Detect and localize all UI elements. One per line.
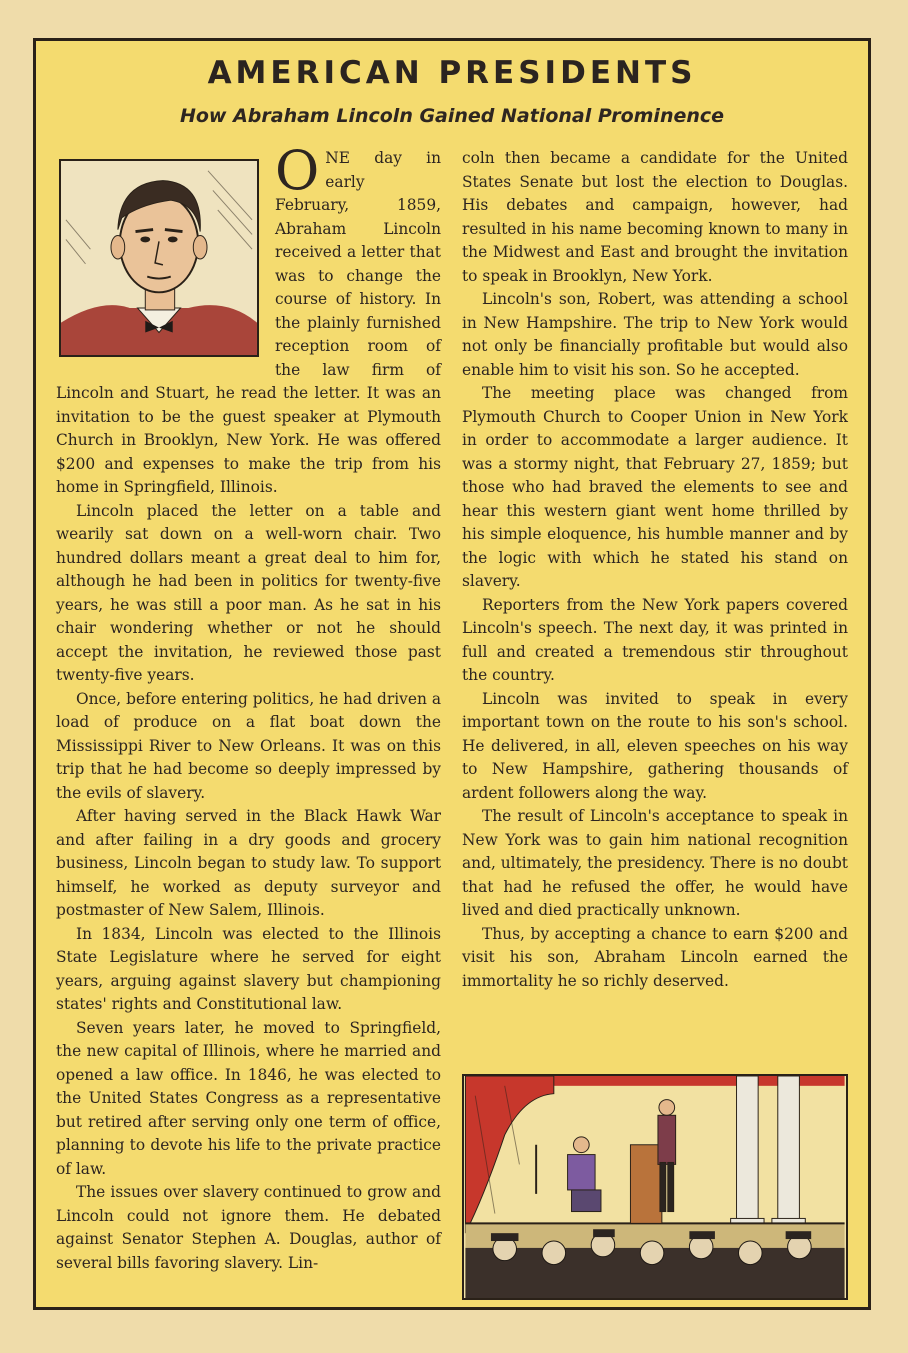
article-paragraph: After having served in the Black Hawk War and after failing in a dry goods and grocery business, Lincoln began to study law. To support himself, he worked as deputy surveyor and postmaster of New Salem, Illinois. bbox=[56, 807, 441, 919]
page-title: AMERICAN PRESIDENTS bbox=[207, 55, 697, 91]
article-paragraph: Lincoln was invited to speak in every important town on the route to his son's school. He delivered, in all, eleven speeches on his way to New Hampshire, gathering thousands of ardent followers along the way. bbox=[462, 689, 848, 802]
article-paragraph: Reporters from the New York papers covered Lincoln's speech. The next day, it was printed in full and created a tremendous stir throughout the country. bbox=[462, 595, 848, 684]
article-paragraph: Seven years later, he moved to Springfield, the new capital of Illinois, where he married and opened a law office. In 1846, he was elected to the United States Congress as a representative but retired after serving only one term of office, planning to devote his life to the private practice of law. bbox=[56, 1018, 441, 1178]
article-panel bbox=[33, 38, 871, 1310]
article-paragraph: The meeting place was changed from Plymouth Church to Cooper Union in New York in order to accommodate a larger audience. It was a stormy night, that February 27, 1859; but those who had braved the elements to see and hear this western giant went home thrilled by his simple eloquence, his humble manner and by the logic with which he stated his stand on slavery. bbox=[462, 384, 848, 590]
lincoln-portrait-image bbox=[59, 159, 259, 357]
article-paragraph: NE day in early February, 1859, Abraham Lincoln received a letter that was to change the course of history. In the plainly furnished reception room of the law firm of Lincoln and Stuart, he read the letter. It was an invitation to be the guest speaker at Plymouth Church in Brooklyn, New York. He was offered $200 and expenses to make the trip from his home in Springfield, Illinois. bbox=[56, 149, 441, 496]
article-paragraph: In 1834, Lincoln was elected to the Illinois State Legislature where he served for eight years, arguing against slavery but championing states' rights and Constitutional law. bbox=[56, 924, 441, 1013]
cooper-union-speech-illustration bbox=[462, 1074, 848, 1300]
left-column bbox=[56, 139, 441, 1275]
right-column bbox=[462, 147, 848, 993]
article-paragraph: The result of Lincoln's acceptance to speak in New York was to gain him national recognition and, ultimately, the presidency. There is no doubt that had he refused the offer, he would have lived and died practically unknown. bbox=[462, 807, 848, 919]
article-paragraph: Thus, by accepting a chance to earn $200 and visit his son, Abraham Lincoln earned the immortality he so richly deserved. bbox=[462, 924, 848, 990]
article-paragraph: coln then became a candidate for the United States Senate but lost the election to Douglas. His debates and campaign, however, had resulted in his name becoming known to many in the Midwest and East and brought the invitation to speak in Brooklyn, New York. bbox=[462, 149, 848, 285]
article-paragraph: Lincoln placed the letter on a table and wearily sat down on a well-worn chair. Two hundred dollars meant a great deal to him for, although he had been in politics for twenty-five years, he was still a poor man. As he sat in his chair wondering whether or not he should accept the invitation, he reviewed those past twenty-five years. bbox=[56, 501, 441, 684]
article-paragraph: The issues over slavery continued to grow and Lincoln could not ignore them. He debated against Senator Stephen A. Douglas, author of several bills favoring slavery. Lin- bbox=[56, 1183, 441, 1272]
drop-cap-letter: O bbox=[275, 139, 320, 202]
article-subtitle: How Abraham Lincoln Gained National Prominence bbox=[179, 105, 725, 127]
article-paragraph: Lincoln's son, Robert, was attending a school in New Hampshire. The trip to New York would not only be financially profitable but would also enable him to visit his son. So he accepted. bbox=[462, 290, 848, 379]
article-paragraph: Once, before entering politics, he had driven a load of produce on a flat boat down the Mississippi River to New Orleans. It was on this trip that he had become so deeply impressed by the evils of slavery. bbox=[56, 689, 441, 802]
